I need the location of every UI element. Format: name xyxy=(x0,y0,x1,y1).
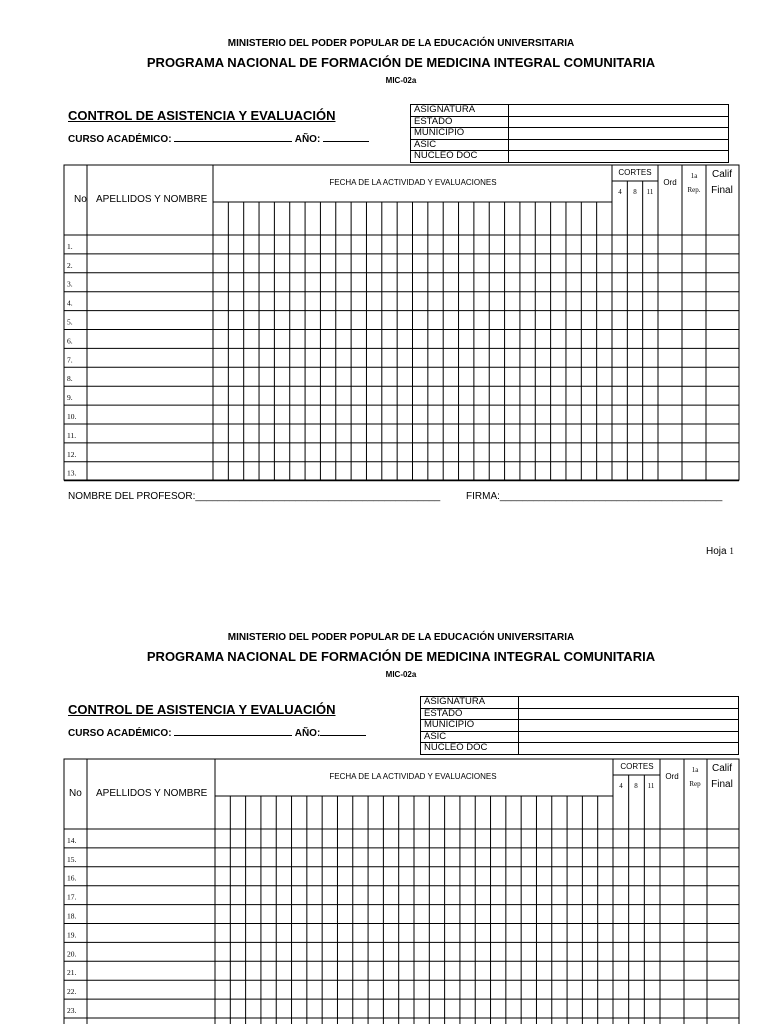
estado-label-2: ESTADO xyxy=(421,708,519,720)
program-heading-2: PROGRAMA NACIONAL DE FORMACIÓN DE MEDICINA INTEGRAL COMUNITARIA xyxy=(146,649,656,664)
col-ord-header: Ord xyxy=(663,178,677,187)
hoja-label: Hoja xyxy=(706,546,727,557)
nucleo-label-2: NUCLEO DOC xyxy=(421,743,519,755)
hoja-number: 1 xyxy=(729,546,734,556)
page-number xyxy=(706,546,734,557)
row-number: 2. xyxy=(67,260,73,270)
estado-label: ESTADO xyxy=(411,116,509,128)
row-number: 7. xyxy=(67,355,73,365)
table-row[interactable] xyxy=(64,855,739,867)
col-fecha-header-2: FECHA DE LA ACTIVIDAD Y EVALUACIONES xyxy=(329,772,497,781)
profesor-label[interactable]: NOMBRE DEL PROFESOR:____________________________________________ xyxy=(68,491,441,502)
asic-label: ASIC xyxy=(411,139,509,151)
row-number: 9. xyxy=(67,393,73,403)
table-row[interactable] xyxy=(64,893,739,905)
anio-label: AÑO: xyxy=(294,134,321,145)
table-row[interactable] xyxy=(64,280,739,292)
row-number: 16. xyxy=(67,873,77,883)
asic-label-2: ASIC xyxy=(421,731,519,743)
table-row[interactable] xyxy=(64,261,739,273)
table-row[interactable] xyxy=(64,949,739,961)
col-ord-header-2: Ord xyxy=(665,772,679,781)
row-number: 15. xyxy=(67,854,77,864)
ministry-heading: MINISTERIO DEL PODER POPULAR DE LA EDUCACIÓN UNIVERSITARIA xyxy=(227,38,575,49)
table-row[interactable] xyxy=(64,355,739,367)
form-page-2 xyxy=(0,594,768,1024)
table-row[interactable] xyxy=(64,412,739,424)
grid-frame xyxy=(64,165,739,480)
row-number: 8. xyxy=(67,374,73,384)
municipio-label-2: MUNICIPIO xyxy=(421,720,519,732)
row-number: 12. xyxy=(67,449,77,459)
row-number: 11. xyxy=(67,430,77,440)
curso-label: CURSO ACADÉMICO xyxy=(68,134,169,145)
table-row[interactable] xyxy=(64,912,739,924)
col-cortes-header: CORTES xyxy=(618,168,652,177)
row-number: 21. xyxy=(67,968,77,978)
table-row[interactable] xyxy=(64,393,739,405)
table-row[interactable] xyxy=(64,874,739,886)
profesor-signature-line xyxy=(68,491,440,502)
col-cortes-header-2: CORTES xyxy=(620,762,654,771)
table-row[interactable] xyxy=(64,930,739,942)
row-number: 14. xyxy=(67,835,77,845)
form-title-2: CONTROL DE ASISTENCIA Y EVALUACIÓN xyxy=(68,702,336,717)
table-row[interactable] xyxy=(64,450,739,462)
asignatura-label: ASIGNATURA xyxy=(411,105,509,117)
corte-11-2: 11 xyxy=(647,782,655,790)
col-rep-top: 1a xyxy=(690,172,698,180)
row-number: 22. xyxy=(67,987,77,997)
col-fecha-header: FECHA DE LA ACTIVIDAD Y EVALUACIONES xyxy=(329,178,497,187)
corte-8: 8 xyxy=(633,188,637,196)
col-rep-bottom: Rep. xyxy=(687,186,701,194)
curso-colon-2: : xyxy=(168,728,172,739)
row-number: 18. xyxy=(67,911,77,921)
curso-label-2: CURSO ACADÉMICO xyxy=(68,728,169,739)
table-row[interactable] xyxy=(64,836,739,848)
table-row[interactable] xyxy=(64,1006,739,1018)
attendance-grid-2 xyxy=(0,594,768,1024)
table-row[interactable] xyxy=(64,299,739,311)
col-name-header: APELLIDOS Y NOMBRE xyxy=(96,194,208,205)
row-number: 20. xyxy=(67,949,77,959)
col-calif-top: Calif xyxy=(711,169,733,180)
municipio-label: MUNICIPIO xyxy=(411,128,509,140)
row-number: 1. xyxy=(67,241,73,251)
corte-11: 11 xyxy=(646,188,654,196)
col-rep-top-2: 1a xyxy=(691,766,699,774)
asignatura-label-2: ASIGNATURA xyxy=(421,697,519,709)
table-row[interactable] xyxy=(64,469,739,481)
corte-4: 4 xyxy=(618,188,622,196)
table-row[interactable] xyxy=(64,242,739,254)
table-row[interactable] xyxy=(64,968,739,980)
form-code-2: MIC-02a xyxy=(385,670,417,679)
col-no-header: No xyxy=(74,194,87,205)
row-number: 13. xyxy=(67,468,77,478)
col-calif-bottom: Final xyxy=(711,185,733,196)
row-number: 17. xyxy=(67,892,77,902)
firma-label[interactable]: FIRMA:________________________________________ xyxy=(466,491,723,502)
row-number: 23. xyxy=(67,1006,77,1015)
col-no-header-2: No xyxy=(69,788,82,799)
firma-line xyxy=(466,491,722,502)
form-title: CONTROL DE ASISTENCIA Y EVALUACIÓN xyxy=(68,108,336,123)
table-row[interactable] xyxy=(64,431,739,443)
row-number: 3. xyxy=(67,279,73,289)
program-heading: PROGRAMA NACIONAL DE FORMACIÓN DE MEDICINA INTEGRAL COMUNITARIA xyxy=(146,55,656,70)
row-number: 10. xyxy=(67,412,77,421)
table-row[interactable] xyxy=(64,318,739,330)
row-number: 4. xyxy=(67,298,73,308)
table-row[interactable] xyxy=(64,374,739,386)
col-calif-top-2: Calif xyxy=(711,763,733,774)
row-number: 6. xyxy=(67,336,73,346)
ministry-heading-2: MINISTERIO DEL PODER POPULAR DE LA EDUCACIÓN UNIVERSITARIA xyxy=(227,632,575,643)
row-number: 5. xyxy=(67,317,73,327)
curso-colon: : xyxy=(168,134,172,145)
table-row[interactable] xyxy=(64,987,739,999)
nucleo-label: NUCLEO DOC xyxy=(411,151,509,163)
corte-4-2: 4 xyxy=(619,782,623,790)
anio-label-2: AÑO: xyxy=(294,728,321,739)
col-calif-bottom-2: Final xyxy=(711,779,733,790)
row-number: 19. xyxy=(67,930,77,940)
table-row[interactable] xyxy=(64,336,739,348)
corte-8-2: 8 xyxy=(634,782,638,790)
form-code: MIC-02a xyxy=(385,76,417,85)
col-rep-bottom-2: Rep xyxy=(689,780,701,788)
col-name-header-2: APELLIDOS Y NOMBRE xyxy=(96,788,208,799)
